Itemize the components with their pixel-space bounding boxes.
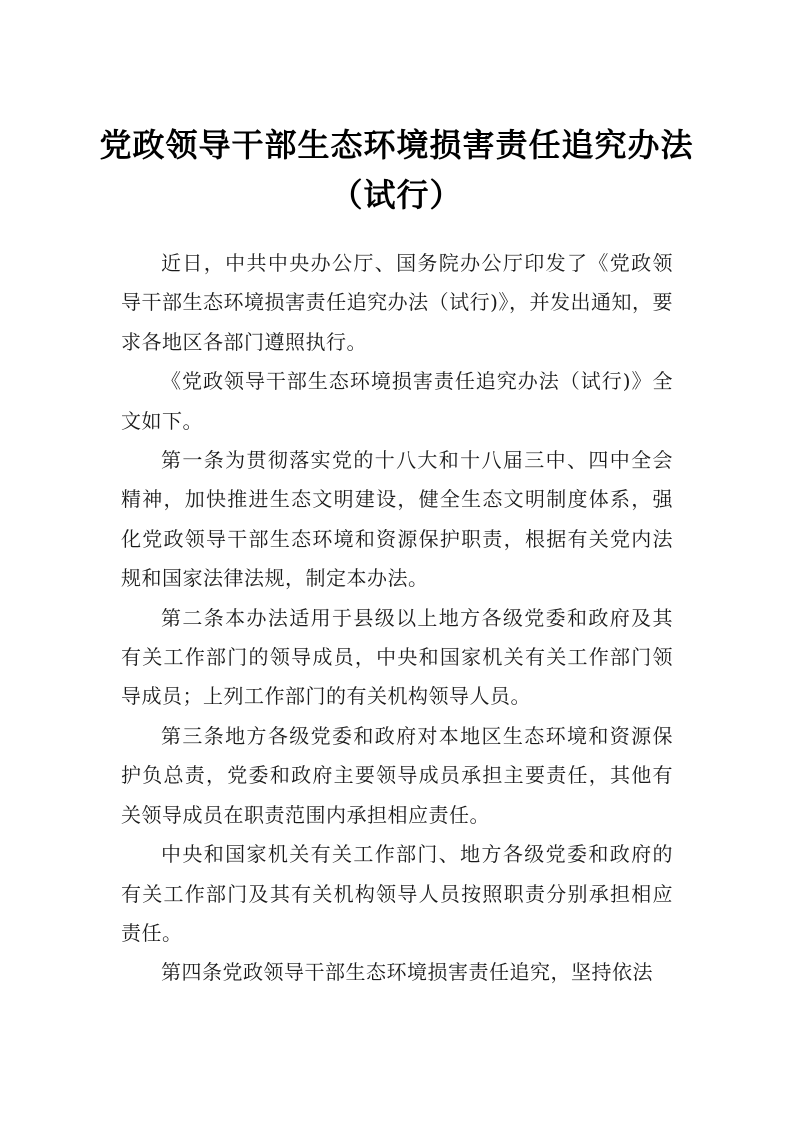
document-title-suffix: （试行） [330, 176, 463, 214]
paragraph-article-4: 第四条党政领导干部生态环境损害责任追究，坚持依法 [161, 960, 653, 985]
paragraph-article-2: 第二条本办法适用于县级以上地方各级党委和政府及其有关工作部门的领导成员，中央和国家机关有关工作部门领导成员；上列工作部门的有关机构领导人员。 [121, 605, 673, 709]
document-body [121, 244, 673, 993]
document-title: 党政领导干部生态环境损害责任追究办法 [99, 126, 694, 164]
paragraph-article-3: 第三条地方各级党委和政府对本地区生态环境和资源保护负总责，党委和政府主要领导成员承担主要责任，其他有关领导成员在职责范围内承担相应责任。 [121, 723, 673, 827]
paragraph-article-1: 第一条为贯彻落实党的十八大和十八届三中、四中全会精神，加快推进生态文明建设，健全生态文明制度体系，强化党政领导干部生态环境和资源保护职责，根据有关党内法规和国家法律法规，制定本办法。 [121, 448, 673, 591]
paragraph-article-3-cont: 中央和国家机关有关工作部门、地方各级党委和政府的有关工作部门及其有关机构领导人员按照职责分别承担相应责任。 [121, 842, 673, 945]
paragraph-intro: 近日，中共中央办公厅、国务院办公厅印发了《党政领导干部生态环境损害责任追究办法（试行)》，并发出通知，要求各地区各部门遵照执行。 [121, 251, 673, 354]
paragraph-fulltext-note: 《党政领导干部生态环境损害责任追究办法（试行)》全文如下。 [121, 369, 673, 433]
